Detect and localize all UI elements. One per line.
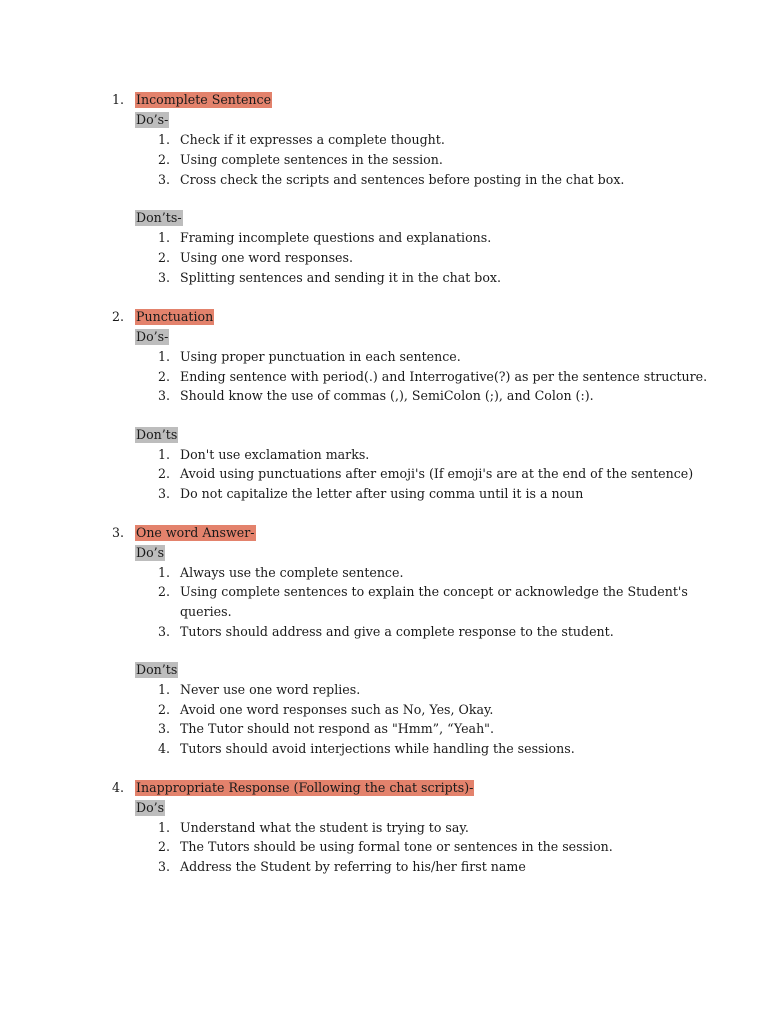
list-item-number: 2.: [158, 369, 171, 384]
list-item: Using complete sentences in the session.: [180, 152, 443, 167]
list-item: Check if it expresses a complete thought.: [180, 132, 445, 147]
dos-label: Do’s-: [136, 112, 169, 127]
list-item-number: 1.: [158, 565, 171, 580]
list-item: Tutors should address and give a complete response to the student.: [180, 624, 614, 639]
list-item-number: 3.: [158, 270, 171, 285]
list-item: Using one word responses.: [180, 250, 353, 265]
list-item-number: 3.: [158, 172, 171, 187]
list-item: Tutors should avoid interjections while handling the sessions.: [180, 741, 575, 756]
list-item-number: 2.: [158, 466, 171, 481]
list-item: Always use the complete sentence.: [180, 565, 404, 580]
list-item: Don't use exclamation marks.: [180, 447, 370, 462]
list-item-number: 3.: [158, 721, 171, 736]
list-item-number: 1.: [158, 820, 171, 835]
list-item: Never use one word replies.: [180, 682, 361, 697]
list-item: Splitting sentences and sending it in the chat box.: [180, 270, 502, 285]
list-item-number: 2.: [158, 584, 171, 599]
list-item-number: 1.: [158, 682, 171, 697]
list-item-number: 2.: [158, 152, 171, 167]
section-title: Inappropriate Response (Following the chat scripts)-: [136, 780, 474, 795]
list-item-number: 1.: [158, 132, 171, 147]
list-item-number: 3.: [158, 388, 171, 403]
list-item-number: 4.: [158, 741, 171, 756]
list-item-number: 2.: [158, 250, 171, 265]
donts-label: Don’ts: [136, 662, 178, 677]
list-item-number: 1.: [158, 349, 171, 364]
section-number: 4.: [112, 780, 125, 795]
section-number: 3.: [112, 525, 125, 540]
list-item-number: 1.: [158, 230, 171, 245]
list-item-number: 2.: [158, 839, 171, 854]
list-item: Cross check the scripts and sentences before posting in the chat box.: [180, 172, 625, 187]
dos-label: Do’s-: [136, 329, 169, 344]
list-item: Should know the use of commas (,), SemiColon (;), and Colon (:).: [180, 388, 594, 403]
list-item-number: 2.: [158, 702, 171, 717]
list-item: Framing incomplete questions and explanations.: [180, 230, 492, 245]
list-item-number: 3.: [158, 859, 171, 874]
list-item-number: 3.: [158, 624, 171, 639]
list-item: Understand what the student is trying to say.: [180, 820, 469, 835]
list-item: Address the Student by referring to his/her first name: [180, 859, 526, 874]
list-item: Avoid using punctuations after emoji's (If emoji's are at the end of the sentence): [180, 466, 694, 481]
list-item: Using complete sentences to explain the concept or acknowledge the Student's: [180, 584, 688, 599]
list-item-number: 1.: [158, 447, 171, 462]
donts-label: Don’ts-: [136, 210, 182, 225]
section-title: One word Answer-: [136, 525, 255, 540]
list-item: Do not capitalize the letter after using comma until it is a noun: [180, 486, 584, 501]
section-number: 2.: [112, 309, 125, 324]
list-item-continuation: queries.: [180, 604, 232, 619]
list-item-number: 3.: [158, 486, 171, 501]
section-number: 1.: [112, 92, 125, 107]
dos-label: Do’s: [136, 800, 165, 815]
list-item: Avoid one word responses such as No, Yes, Okay.: [180, 702, 494, 717]
list-item: Ending sentence with period(.) and Interrogative(?) as per the sentence structure.: [180, 369, 708, 384]
donts-label: Don’ts: [136, 427, 178, 442]
list-item: The Tutor should not respond as "Hmm”, “Yeah".: [180, 721, 494, 736]
list-item: The Tutors should be using formal tone or sentences in the session.: [180, 839, 613, 854]
section-title: Incomplete Sentence: [136, 92, 272, 107]
list-item: Using proper punctuation in each sentence.: [180, 349, 461, 364]
dos-label: Do’s: [136, 545, 165, 560]
section-title: Punctuation: [136, 309, 214, 324]
